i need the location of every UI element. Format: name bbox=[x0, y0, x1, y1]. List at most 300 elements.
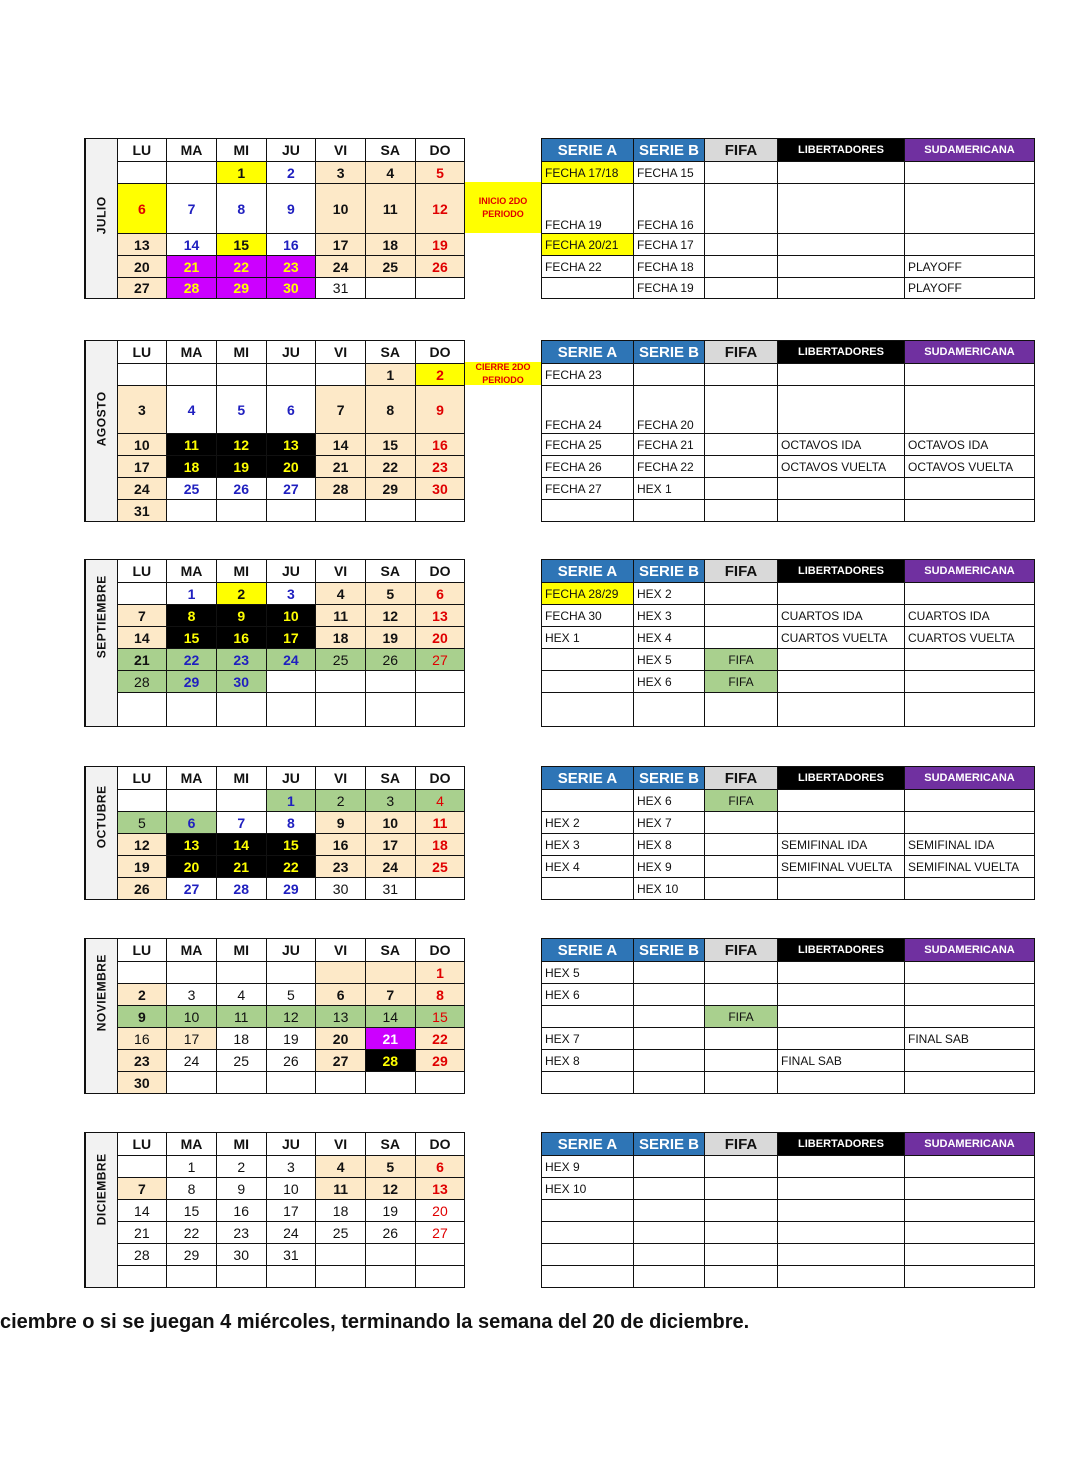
day-cell: 20 bbox=[415, 1200, 465, 1222]
month-label bbox=[85, 560, 117, 727]
week-row bbox=[85, 1006, 465, 1028]
day-cell: 29 bbox=[167, 671, 217, 693]
schedule-cell: HEX 5 bbox=[634, 649, 705, 671]
day-cell bbox=[316, 500, 366, 522]
day-cell bbox=[365, 671, 415, 693]
day-cell: 6 bbox=[266, 386, 316, 434]
day-cell bbox=[415, 1244, 465, 1266]
day-cell: 22 bbox=[365, 456, 415, 478]
weekday-header: SA bbox=[365, 1133, 415, 1156]
schedule-cell: HEX 2 bbox=[634, 583, 705, 605]
schedule-cell bbox=[705, 162, 778, 184]
schedule-cell bbox=[905, 478, 1035, 500]
schedule-cell: HEX 5 bbox=[542, 962, 634, 984]
day-cell: 9 bbox=[216, 605, 266, 627]
schedule-row bbox=[542, 478, 1035, 500]
libertadores-header: LIBERTADORES bbox=[778, 1133, 905, 1156]
schedule-cell bbox=[705, 812, 778, 834]
day-cell: 18 bbox=[415, 834, 465, 856]
period-note: CIERRE 2DO PERIODO bbox=[465, 362, 541, 385]
day-cell bbox=[365, 962, 415, 984]
day-cell: 31 bbox=[316, 278, 366, 299]
day-cell bbox=[415, 500, 465, 522]
day-cell bbox=[117, 693, 167, 727]
day-cell: 5 bbox=[365, 1156, 415, 1178]
schedule-cell bbox=[778, 1200, 905, 1222]
day-cell bbox=[167, 962, 217, 984]
schedule-cell bbox=[705, 386, 778, 434]
day-cell: 13 bbox=[167, 834, 217, 856]
schedule-cell bbox=[705, 478, 778, 500]
day-cell: 12 bbox=[365, 1178, 415, 1200]
weekday-header: SA bbox=[365, 139, 415, 162]
day-cell: 28 bbox=[365, 1050, 415, 1072]
day-cell bbox=[167, 1072, 217, 1094]
schedule-cell: FECHA 18 bbox=[634, 256, 705, 278]
schedule-cell: FIFA bbox=[705, 1006, 778, 1028]
week-row bbox=[85, 671, 465, 693]
day-cell: 1 bbox=[365, 364, 415, 386]
day-cell: 23 bbox=[266, 256, 316, 278]
schedule-cell bbox=[778, 984, 905, 1006]
week-row bbox=[85, 478, 465, 500]
week-row bbox=[85, 434, 465, 456]
day-cell: 8 bbox=[266, 812, 316, 834]
weekday-header: MI bbox=[216, 341, 266, 364]
sudamericana-header: SUDAMERICANA bbox=[905, 767, 1035, 790]
schedule-cell: FECHA 20 bbox=[634, 386, 705, 434]
day-cell: 20 bbox=[167, 856, 217, 878]
schedule-row bbox=[542, 605, 1035, 627]
schedule-cell bbox=[705, 256, 778, 278]
week-row bbox=[85, 834, 465, 856]
day-cell: 24 bbox=[266, 1222, 316, 1244]
schedule-cell bbox=[778, 500, 905, 522]
weekday-header: SA bbox=[365, 341, 415, 364]
schedule-row bbox=[542, 1156, 1035, 1178]
schedule-row bbox=[542, 234, 1035, 256]
schedule-cell: HEX 4 bbox=[634, 627, 705, 649]
schedule-row bbox=[542, 834, 1035, 856]
day-cell bbox=[216, 1072, 266, 1094]
day-cell: 29 bbox=[365, 478, 415, 500]
weekday-header: VI bbox=[316, 560, 366, 583]
day-cell: 3 bbox=[266, 1156, 316, 1178]
fifa-header: FIFA bbox=[705, 341, 778, 364]
serie-b-header: SERIE B bbox=[634, 1133, 705, 1156]
schedule-cell bbox=[705, 500, 778, 522]
day-cell: 17 bbox=[266, 1200, 316, 1222]
day-cell: 27 bbox=[167, 878, 217, 900]
day-cell: 25 bbox=[216, 1050, 266, 1072]
schedule-cell bbox=[778, 583, 905, 605]
day-cell: 10 bbox=[117, 434, 167, 456]
day-cell bbox=[167, 1266, 217, 1288]
day-cell: 21 bbox=[117, 1222, 167, 1244]
schedule-cell bbox=[634, 1156, 705, 1178]
weekday-header: DO bbox=[415, 1133, 465, 1156]
schedule-cell: FECHA 17/18 bbox=[542, 162, 634, 184]
schedule-cell bbox=[705, 984, 778, 1006]
day-cell: 14 bbox=[216, 834, 266, 856]
day-cell: 1 bbox=[216, 162, 266, 184]
day-cell: 30 bbox=[216, 671, 266, 693]
schedule-cell bbox=[705, 878, 778, 900]
weekday-header: VI bbox=[316, 341, 366, 364]
day-cell: 7 bbox=[365, 984, 415, 1006]
libertadores-header: LIBERTADORES bbox=[778, 341, 905, 364]
day-cell bbox=[117, 1266, 167, 1288]
weekday-header: VI bbox=[316, 1133, 366, 1156]
schedule-row bbox=[542, 1178, 1035, 1200]
day-cell: 12 bbox=[415, 184, 465, 234]
weekday-header: VI bbox=[316, 767, 366, 790]
competition-schedule-diciembre bbox=[541, 1132, 1035, 1288]
sudamericana-header: SUDAMERICANA bbox=[905, 139, 1035, 162]
day-cell: 5 bbox=[216, 386, 266, 434]
schedule-cell bbox=[705, 583, 778, 605]
day-cell: 18 bbox=[216, 1028, 266, 1050]
competition-schedule-octubre bbox=[541, 766, 1035, 900]
day-cell: 4 bbox=[316, 583, 366, 605]
day-cell: 23 bbox=[216, 1222, 266, 1244]
day-cell: 7 bbox=[117, 605, 167, 627]
day-cell: 15 bbox=[167, 627, 217, 649]
day-cell bbox=[167, 693, 217, 727]
week-row bbox=[85, 878, 465, 900]
weekday-header: LU bbox=[117, 1133, 167, 1156]
schedule-row bbox=[542, 1266, 1035, 1288]
day-cell: 23 bbox=[117, 1050, 167, 1072]
weekday-header: DO bbox=[415, 139, 465, 162]
weekday-header: JU bbox=[266, 341, 316, 364]
day-cell bbox=[117, 364, 167, 386]
fifa-header: FIFA bbox=[705, 767, 778, 790]
day-cell: 11 bbox=[316, 1178, 366, 1200]
weekday-header: JU bbox=[266, 939, 316, 962]
day-cell: 19 bbox=[365, 1200, 415, 1222]
day-cell: 28 bbox=[117, 671, 167, 693]
schedule-cell bbox=[542, 693, 634, 727]
day-cell: 5 bbox=[415, 162, 465, 184]
schedule-row bbox=[542, 649, 1035, 671]
day-cell bbox=[316, 1266, 366, 1288]
schedule-row bbox=[542, 984, 1035, 1006]
day-cell: 30 bbox=[266, 278, 316, 299]
schedule-row bbox=[542, 812, 1035, 834]
day-cell: 26 bbox=[415, 256, 465, 278]
day-cell: 25 bbox=[415, 856, 465, 878]
day-cell: 17 bbox=[365, 834, 415, 856]
schedule-cell bbox=[778, 1006, 905, 1028]
day-cell bbox=[365, 500, 415, 522]
day-cell bbox=[216, 500, 266, 522]
schedule-cell bbox=[634, 962, 705, 984]
schedule-cell bbox=[905, 364, 1035, 386]
day-cell: 21 bbox=[216, 856, 266, 878]
day-cell: 5 bbox=[365, 583, 415, 605]
day-cell bbox=[365, 1072, 415, 1094]
day-cell: 28 bbox=[167, 278, 217, 299]
day-cell bbox=[415, 1072, 465, 1094]
day-cell: 20 bbox=[266, 456, 316, 478]
day-cell: 16 bbox=[216, 627, 266, 649]
week-row bbox=[85, 984, 465, 1006]
schedule-cell: FECHA 21 bbox=[634, 434, 705, 456]
weekday-header: MI bbox=[216, 139, 266, 162]
schedule-row bbox=[542, 1200, 1035, 1222]
day-cell: 13 bbox=[266, 434, 316, 456]
day-cell: 24 bbox=[365, 856, 415, 878]
schedule-cell bbox=[905, 162, 1035, 184]
weekday-header: LU bbox=[117, 939, 167, 962]
schedule-cell bbox=[634, 500, 705, 522]
month-calendar-septiembre bbox=[84, 559, 465, 727]
day-cell: 27 bbox=[117, 278, 167, 299]
week-row bbox=[85, 256, 465, 278]
schedule-cell bbox=[778, 1156, 905, 1178]
schedule-cell: FECHA 19 bbox=[542, 184, 634, 234]
schedule-cell: CUARTOS VUELTA bbox=[778, 627, 905, 649]
serie-a-header: SERIE A bbox=[542, 767, 634, 790]
competition-schedule-noviembre bbox=[541, 938, 1035, 1094]
schedule-row bbox=[542, 162, 1035, 184]
schedule-cell: CUARTOS IDA bbox=[778, 605, 905, 627]
schedule-cell bbox=[705, 962, 778, 984]
schedule-cell bbox=[705, 1244, 778, 1266]
schedule-cell bbox=[634, 1028, 705, 1050]
schedule-cell: FECHA 24 bbox=[542, 386, 634, 434]
week-row bbox=[85, 456, 465, 478]
day-cell: 9 bbox=[316, 812, 366, 834]
day-cell: 19 bbox=[365, 627, 415, 649]
day-cell: 4 bbox=[365, 162, 415, 184]
schedule-row bbox=[542, 364, 1035, 386]
schedule-cell: OCTAVOS IDA bbox=[778, 434, 905, 456]
serie-b-header: SERIE B bbox=[634, 939, 705, 962]
weekday-header: DO bbox=[415, 767, 465, 790]
month-calendar-noviembre bbox=[84, 938, 465, 1094]
schedule-cell bbox=[705, 856, 778, 878]
day-cell: 22 bbox=[415, 1028, 465, 1050]
day-cell: 29 bbox=[415, 1050, 465, 1072]
day-cell bbox=[415, 278, 465, 299]
schedule-cell bbox=[778, 184, 905, 234]
schedule-cell bbox=[705, 627, 778, 649]
month-label bbox=[85, 1133, 117, 1288]
week-row bbox=[85, 1266, 465, 1288]
month-calendar-diciembre bbox=[84, 1132, 465, 1288]
day-cell: 29 bbox=[167, 1244, 217, 1266]
week-row bbox=[85, 364, 465, 386]
schedule-cell bbox=[778, 1266, 905, 1288]
schedule-cell: SEMIFINAL IDA bbox=[905, 834, 1035, 856]
month-label bbox=[85, 341, 117, 522]
schedule-cell: HEX 9 bbox=[542, 1156, 634, 1178]
day-cell: 18 bbox=[316, 1200, 366, 1222]
day-cell: 3 bbox=[117, 386, 167, 434]
schedule-cell bbox=[905, 1156, 1035, 1178]
day-cell: 30 bbox=[316, 878, 366, 900]
schedule-cell bbox=[778, 234, 905, 256]
schedule-cell bbox=[705, 1222, 778, 1244]
day-cell bbox=[167, 500, 217, 522]
schedule-cell: SEMIFINAL VUELTA bbox=[905, 856, 1035, 878]
day-cell: 11 bbox=[415, 812, 465, 834]
serie-b-header: SERIE B bbox=[634, 341, 705, 364]
schedule-cell bbox=[905, 984, 1035, 1006]
sudamericana-header: SUDAMERICANA bbox=[905, 939, 1035, 962]
weekday-header: MI bbox=[216, 1133, 266, 1156]
day-cell: 26 bbox=[266, 1050, 316, 1072]
weekday-header: DO bbox=[415, 939, 465, 962]
day-cell: 25 bbox=[365, 256, 415, 278]
weekday-header: JU bbox=[266, 1133, 316, 1156]
day-cell: 19 bbox=[415, 234, 465, 256]
day-cell bbox=[365, 1244, 415, 1266]
schedule-cell: FECHA 16 bbox=[634, 184, 705, 234]
schedule-cell bbox=[905, 386, 1035, 434]
day-cell bbox=[415, 671, 465, 693]
day-cell bbox=[117, 1156, 167, 1178]
day-cell: 1 bbox=[167, 1156, 217, 1178]
competition-schedule-julio bbox=[541, 138, 1035, 299]
schedule-cell: FECHA 19 bbox=[634, 278, 705, 299]
schedule-cell bbox=[634, 1178, 705, 1200]
month-name: DICIEMBRE bbox=[94, 1153, 109, 1226]
day-cell: 2 bbox=[415, 364, 465, 386]
day-cell: 14 bbox=[316, 434, 366, 456]
period-note: INICIO 2DO PERIODO bbox=[465, 182, 541, 233]
schedule-cell: FECHA 17 bbox=[634, 234, 705, 256]
schedule-row bbox=[542, 456, 1035, 478]
month-name: NOVIEMBRE bbox=[94, 954, 109, 1032]
day-cell: 29 bbox=[266, 878, 316, 900]
schedule-cell bbox=[705, 1200, 778, 1222]
serie-a-header: SERIE A bbox=[542, 139, 634, 162]
schedule-cell: FECHA 27 bbox=[542, 478, 634, 500]
day-cell: 22 bbox=[167, 1222, 217, 1244]
schedule-cell bbox=[778, 1244, 905, 1266]
day-cell bbox=[266, 962, 316, 984]
day-cell: 30 bbox=[216, 1244, 266, 1266]
schedule-cell bbox=[634, 1200, 705, 1222]
serie-a-header: SERIE A bbox=[542, 341, 634, 364]
day-cell: 13 bbox=[316, 1006, 366, 1028]
schedule-cell: HEX 1 bbox=[634, 478, 705, 500]
month-calendar-julio bbox=[84, 138, 465, 299]
day-cell: 6 bbox=[415, 1156, 465, 1178]
schedule-row bbox=[542, 962, 1035, 984]
schedule-cell: FIFA bbox=[705, 790, 778, 812]
month-label bbox=[85, 939, 117, 1094]
schedule-row bbox=[542, 1006, 1035, 1028]
day-cell: 26 bbox=[117, 878, 167, 900]
week-row bbox=[85, 234, 465, 256]
month-name: SEPTIEMBRE bbox=[94, 575, 109, 659]
day-cell bbox=[316, 671, 366, 693]
schedule-row bbox=[542, 500, 1035, 522]
month-name: JULIO bbox=[94, 195, 109, 234]
schedule-cell: FECHA 25 bbox=[542, 434, 634, 456]
day-cell: 30 bbox=[415, 478, 465, 500]
day-cell: 23 bbox=[415, 456, 465, 478]
libertadores-header: LIBERTADORES bbox=[778, 139, 905, 162]
day-cell: 3 bbox=[167, 984, 217, 1006]
weekday-header: MA bbox=[167, 939, 217, 962]
schedule-cell bbox=[778, 1178, 905, 1200]
day-cell bbox=[316, 1244, 366, 1266]
day-cell: 3 bbox=[266, 583, 316, 605]
schedule-cell bbox=[905, 1072, 1035, 1094]
schedule-cell bbox=[542, 1222, 634, 1244]
schedule-cell bbox=[905, 1050, 1035, 1072]
day-cell bbox=[266, 1072, 316, 1094]
day-cell: 27 bbox=[316, 1050, 366, 1072]
weekday-header: SA bbox=[365, 560, 415, 583]
schedule-cell bbox=[705, 1178, 778, 1200]
schedule-row bbox=[542, 1072, 1035, 1094]
schedule-cell bbox=[542, 278, 634, 299]
schedule-cell: HEX 10 bbox=[542, 1178, 634, 1200]
day-cell: 19 bbox=[266, 1028, 316, 1050]
schedule-row bbox=[542, 434, 1035, 456]
schedule-cell bbox=[905, 1006, 1035, 1028]
day-cell bbox=[266, 693, 316, 727]
footer-note: ciembre o si se juegan 4 miércoles, terminando la semana del 20 de diciembre. bbox=[0, 1311, 750, 1333]
schedule-cell bbox=[705, 1156, 778, 1178]
day-cell: 15 bbox=[167, 1200, 217, 1222]
day-cell: 15 bbox=[365, 434, 415, 456]
schedule-cell bbox=[905, 878, 1035, 900]
day-cell bbox=[316, 693, 366, 727]
day-cell: 5 bbox=[266, 984, 316, 1006]
schedule-cell bbox=[778, 1072, 905, 1094]
fifa-header: FIFA bbox=[705, 1133, 778, 1156]
schedule-cell bbox=[778, 1028, 905, 1050]
day-cell: 25 bbox=[316, 1222, 366, 1244]
weekday-header: MI bbox=[216, 767, 266, 790]
day-cell: 11 bbox=[365, 184, 415, 234]
schedule-cell: OCTAVOS IDA bbox=[905, 434, 1035, 456]
schedule-cell bbox=[542, 1072, 634, 1094]
schedule-cell bbox=[705, 605, 778, 627]
schedule-cell: PLAYOFF bbox=[905, 278, 1035, 299]
day-cell: 6 bbox=[415, 583, 465, 605]
schedule-cell: PLAYOFF bbox=[905, 256, 1035, 278]
schedule-cell: HEX 7 bbox=[634, 812, 705, 834]
schedule-cell bbox=[634, 1072, 705, 1094]
day-cell: 16 bbox=[216, 1200, 266, 1222]
schedule-cell: FECHA 23 bbox=[542, 364, 634, 386]
day-cell bbox=[117, 162, 167, 184]
schedule-cell bbox=[634, 1222, 705, 1244]
day-cell: 31 bbox=[365, 878, 415, 900]
day-cell: 4 bbox=[415, 790, 465, 812]
day-cell: 16 bbox=[316, 834, 366, 856]
schedule-cell bbox=[778, 1222, 905, 1244]
schedule-cell bbox=[542, 878, 634, 900]
weekday-header: VI bbox=[316, 939, 366, 962]
day-cell: 28 bbox=[316, 478, 366, 500]
schedule-cell bbox=[905, 671, 1035, 693]
schedule-cell: HEX 3 bbox=[542, 834, 634, 856]
day-cell: 2 bbox=[266, 162, 316, 184]
libertadores-header: LIBERTADORES bbox=[778, 560, 905, 583]
sudamericana-header: SUDAMERICANA bbox=[905, 1133, 1035, 1156]
schedule-cell bbox=[778, 162, 905, 184]
weekday-header: JU bbox=[266, 560, 316, 583]
